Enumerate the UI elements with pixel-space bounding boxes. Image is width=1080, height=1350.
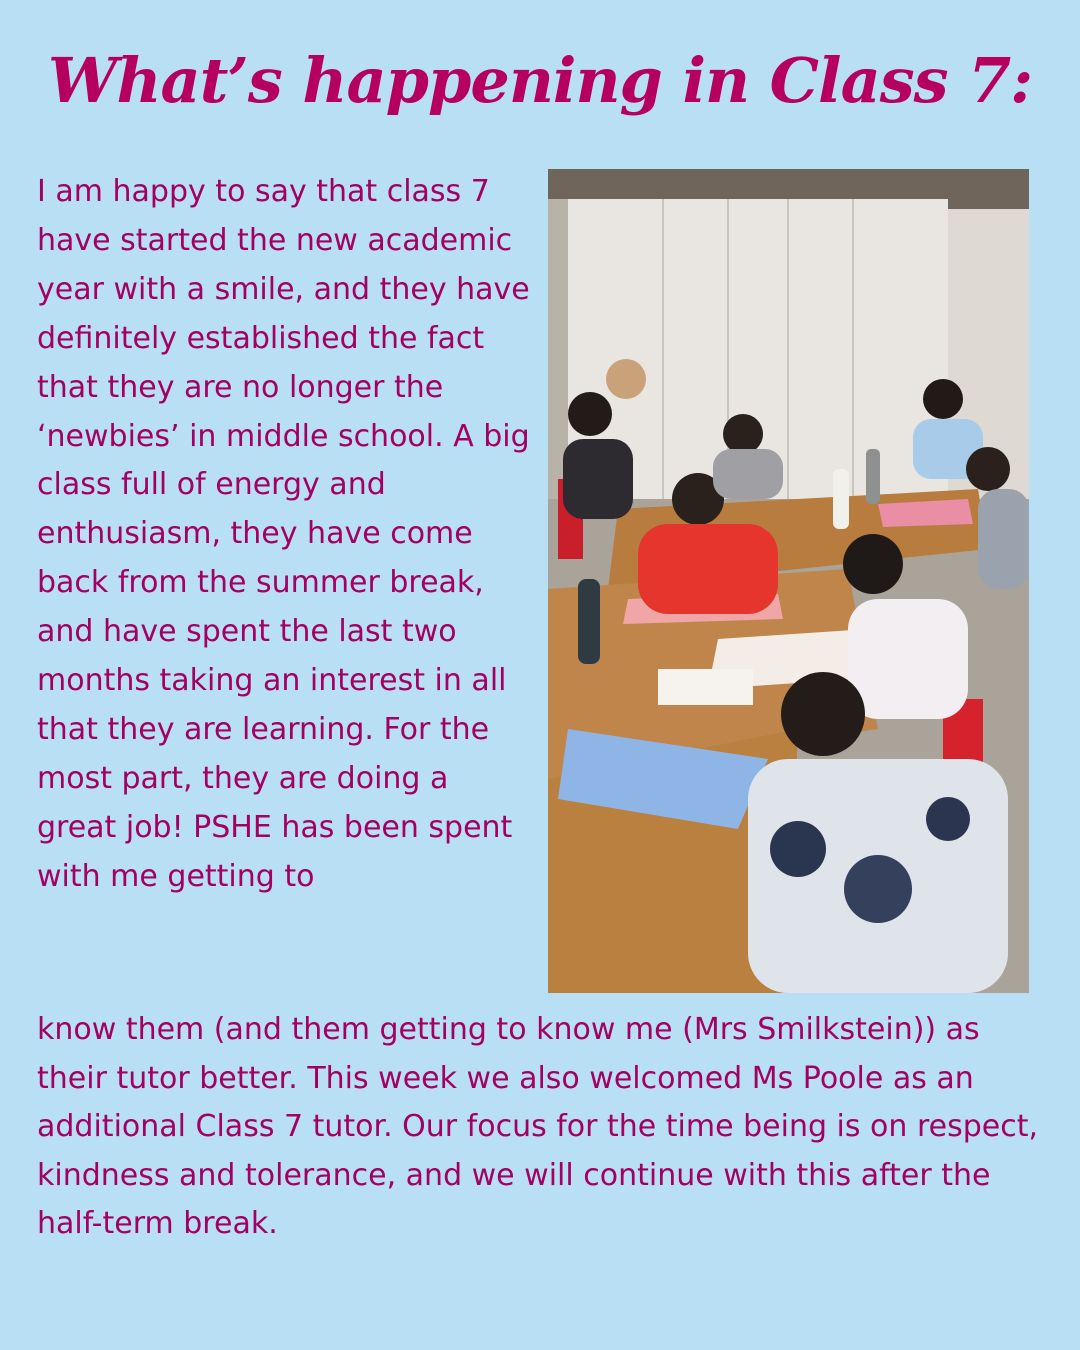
continuation-paragraph: know them (and them getting to know me (Mrs Smilkstein)) as their tutor better. This week we also welcomed Ms Poole as an additional Class 7 tutor. Our focus for the time being is on respect, kindness and tolerance, and we will continue with this after the half-term break. (37, 1012, 1039, 1241)
classroom-photo (548, 169, 1029, 993)
intro-paragraph: I am happy to say that class 7 have started the new academic year with a smile, and they have definitely established the fact that they are no longer the ‘newbies’ in middle school. A big class full of energy and enthusiasm, they have come back from the summer break, and have spent the last two months taking an interest in all that they are learning. For the most part, they are doing a great job! PSHE has been spent with me getting to (37, 174, 530, 894)
page-title: What’s happening in Class 7: (47, 44, 1033, 117)
